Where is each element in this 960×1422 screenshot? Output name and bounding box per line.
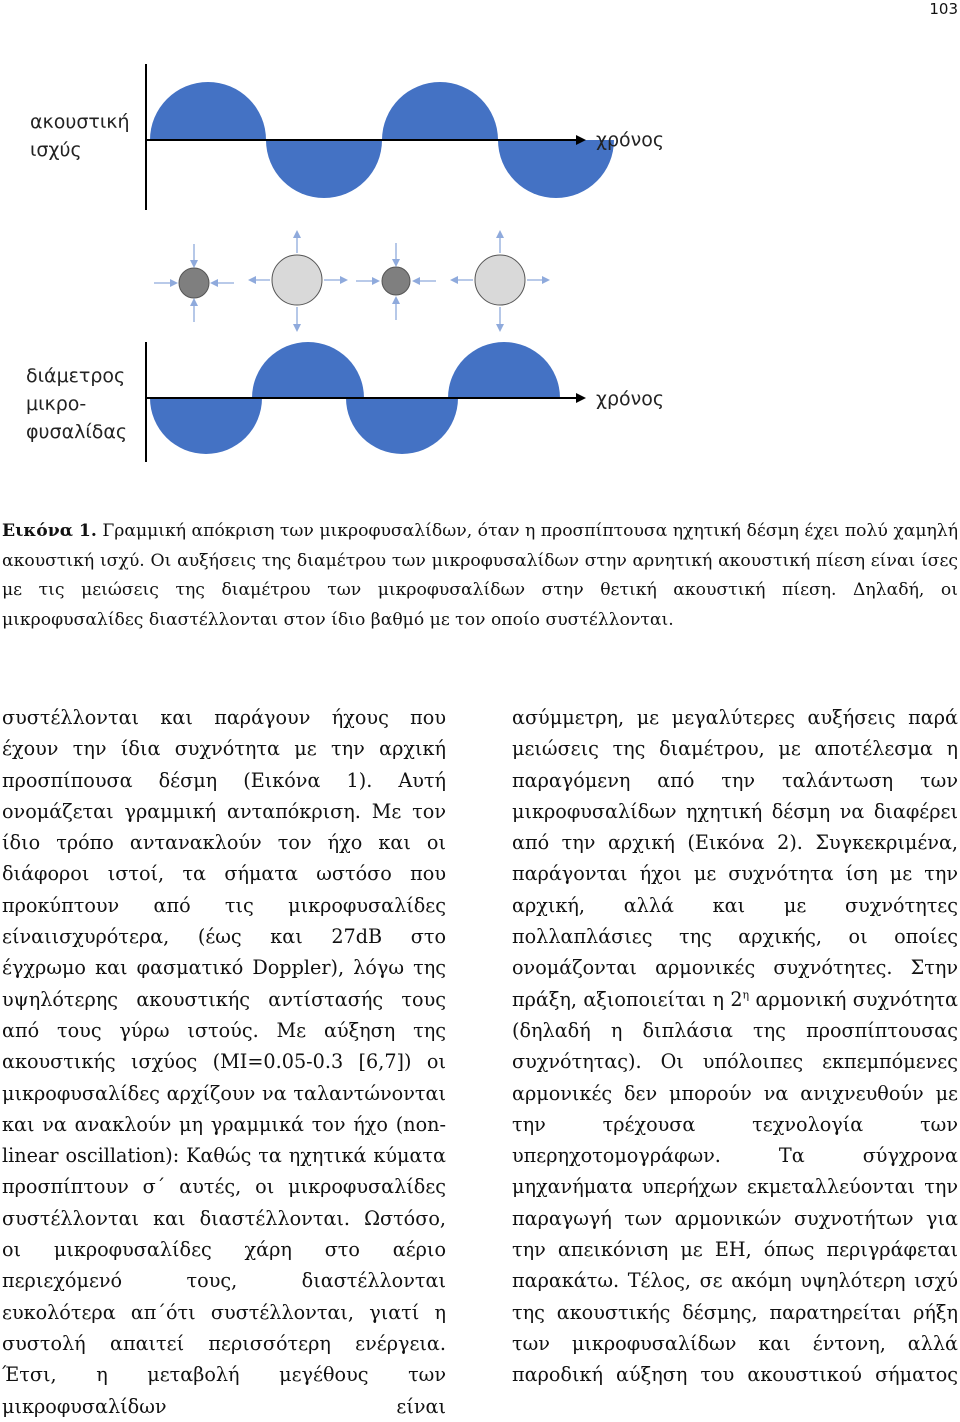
wave-lobe-up-1 [150,82,266,140]
superscript-ordinal: η [742,988,750,1002]
diameter-lobe-up-2 [448,342,560,398]
right-column-text-2: αρμονική συχνότητα (δηλαδή η διπλάσια της προσπίπτουσας συχνότητας). Οι υπόλοιπες εκπεμπόμενες αρμονικές δεν μπορούν να ανιχνευθούν με την τρέχουσα τεχνολογία των υπερηχοτομογράφων. Τα σύγχρονα μηχανήματα υπερήχων εκμεταλλεύονται την παραγωγή των αρμονικών συχνοτήτων για την απεικόνιση με ΕΗ, όπως περιγράφεται παρακάτω. Τέλος, σε ακόμη υψηλότερη ισχύ της ακουστικής δέσμης, παρατηρείται ρήξη των μικροφυσαλίδων και έντονη, αλλά παροδική αύξηση του ακουστικού σήματος [512,987,959,1387]
top-y-axis-label: ακουστική ισχύς [30,111,130,161]
bubble-large-2 [475,255,525,305]
figure-caption [2,517,958,635]
page-number: 103 [929,0,958,18]
wave-lobe-down-1 [266,140,382,198]
figure-1-diagram [0,0,960,480]
diameter-lobe-down-1 [150,398,262,454]
bubble-row [179,255,525,305]
wave-lobe-up-2 [382,82,498,140]
bubble-small-2 [382,267,410,295]
caption-label: Εικόνα 1. [2,521,97,541]
diameter-lobe-up-1 [252,342,364,398]
bubble-small-1 [179,268,209,298]
right-column-text-1: ασύμμετρη, με μεγαλύτερες αυξήσεις παρά μειώσεις της διαμέτρου, με αποτέλεσμα η παραγόμενη από την ταλάντωση των μικροφυσαλίδων ηχητική δέσμη να διαφέρει από την αρχική (Εικόνα 2). Συγκεκριμένα, παράγονται ήχοι με συχνότητα ίση με την αρχική, αλλά και με συχνότητες πολλαπλάσιες της αρχικής, οι οποίες ονομάζονται αρμονικές συχνότητες. Στην πράξη, αξιοποιείται η 2 [512,706,958,1011]
body-right-column [512,702,958,1391]
caption-text: Γραμμική απόκριση των μικροφυσαλίδων, όταν η προσπίπτουσα ηχητική δέσμη έχει πολύ χαμηλή ακουστική ισχύ. Οι αυξήσεις της διαμέτρου των μικροφυσαλίδων στην αρνητική ακουστική πίεση είναι ίσες με τις μειώσεις της διαμέτρου των μικροφυσαλίδων στην θετική ακουστική πίεση. Δηλαδή, οι μικροφυσαλίδες διαστέλλονται στον ίδιο βαθμό με τον οποίο συστέλλονται. [2,521,959,630]
bottom-y-axis-label: διάμετρος μικρο- φυσαλίδας [26,365,128,443]
diameter-lobe-down-2 [346,398,458,454]
bottom-time-axis-label: χρόνος [596,388,665,410]
body-left-column: συστέλλονται και παράγουν ήχους που έχουν την ίδια συχνότητα με την αρχική προσπίπουσα δέσμη (Εικόνα 1). Αυτή ονομάζεται γραμμική ανταπόκριση. Με τον ίδιο τρόπο αντανακλούν τον ήχο και οι διάφοροι ιστοί, τα σήματα ωστόσο που προκύπτουν από τις μικροφυσαλίδες είναιισχυρότερα, (έως και 27dB στο έγχρωμο και φασματικό Doppler), λόγω της υψηλότερης ακουστικής αντίστασής τους από τους γύρω ιστούς. Με αύξηση της ακουστικής ισχύος (MI=0.05-0.3 [6,7]) οι μικροφυσαλίδες αρχίζουν να ταλαντώνονται και να ανακλούν μη γραμμικά τον ήχο (non-linear oscillation): Καθώς τα ηχητικά κύματα προσπίπτουν σ΄ αυτές, οι μικροφυσαλίδες συστέλλονται και διαστέλλονται. Ωστόσο, οι μικροφυσαλίδες χάρη στο αέριο περιεχόμενό τους, διαστέλλονται ευκολότερα απ΄ότι συστέλλονται, γιατί η συστολή απαιτεί περισσότερη ενέργεια. Έτσι, η μεταβολή μεγέθους των μικροφυσαλίδων είναι [2,706,446,1418]
bubble-large-1 [272,255,322,305]
top-time-axis-label: χρόνος [596,129,665,151]
